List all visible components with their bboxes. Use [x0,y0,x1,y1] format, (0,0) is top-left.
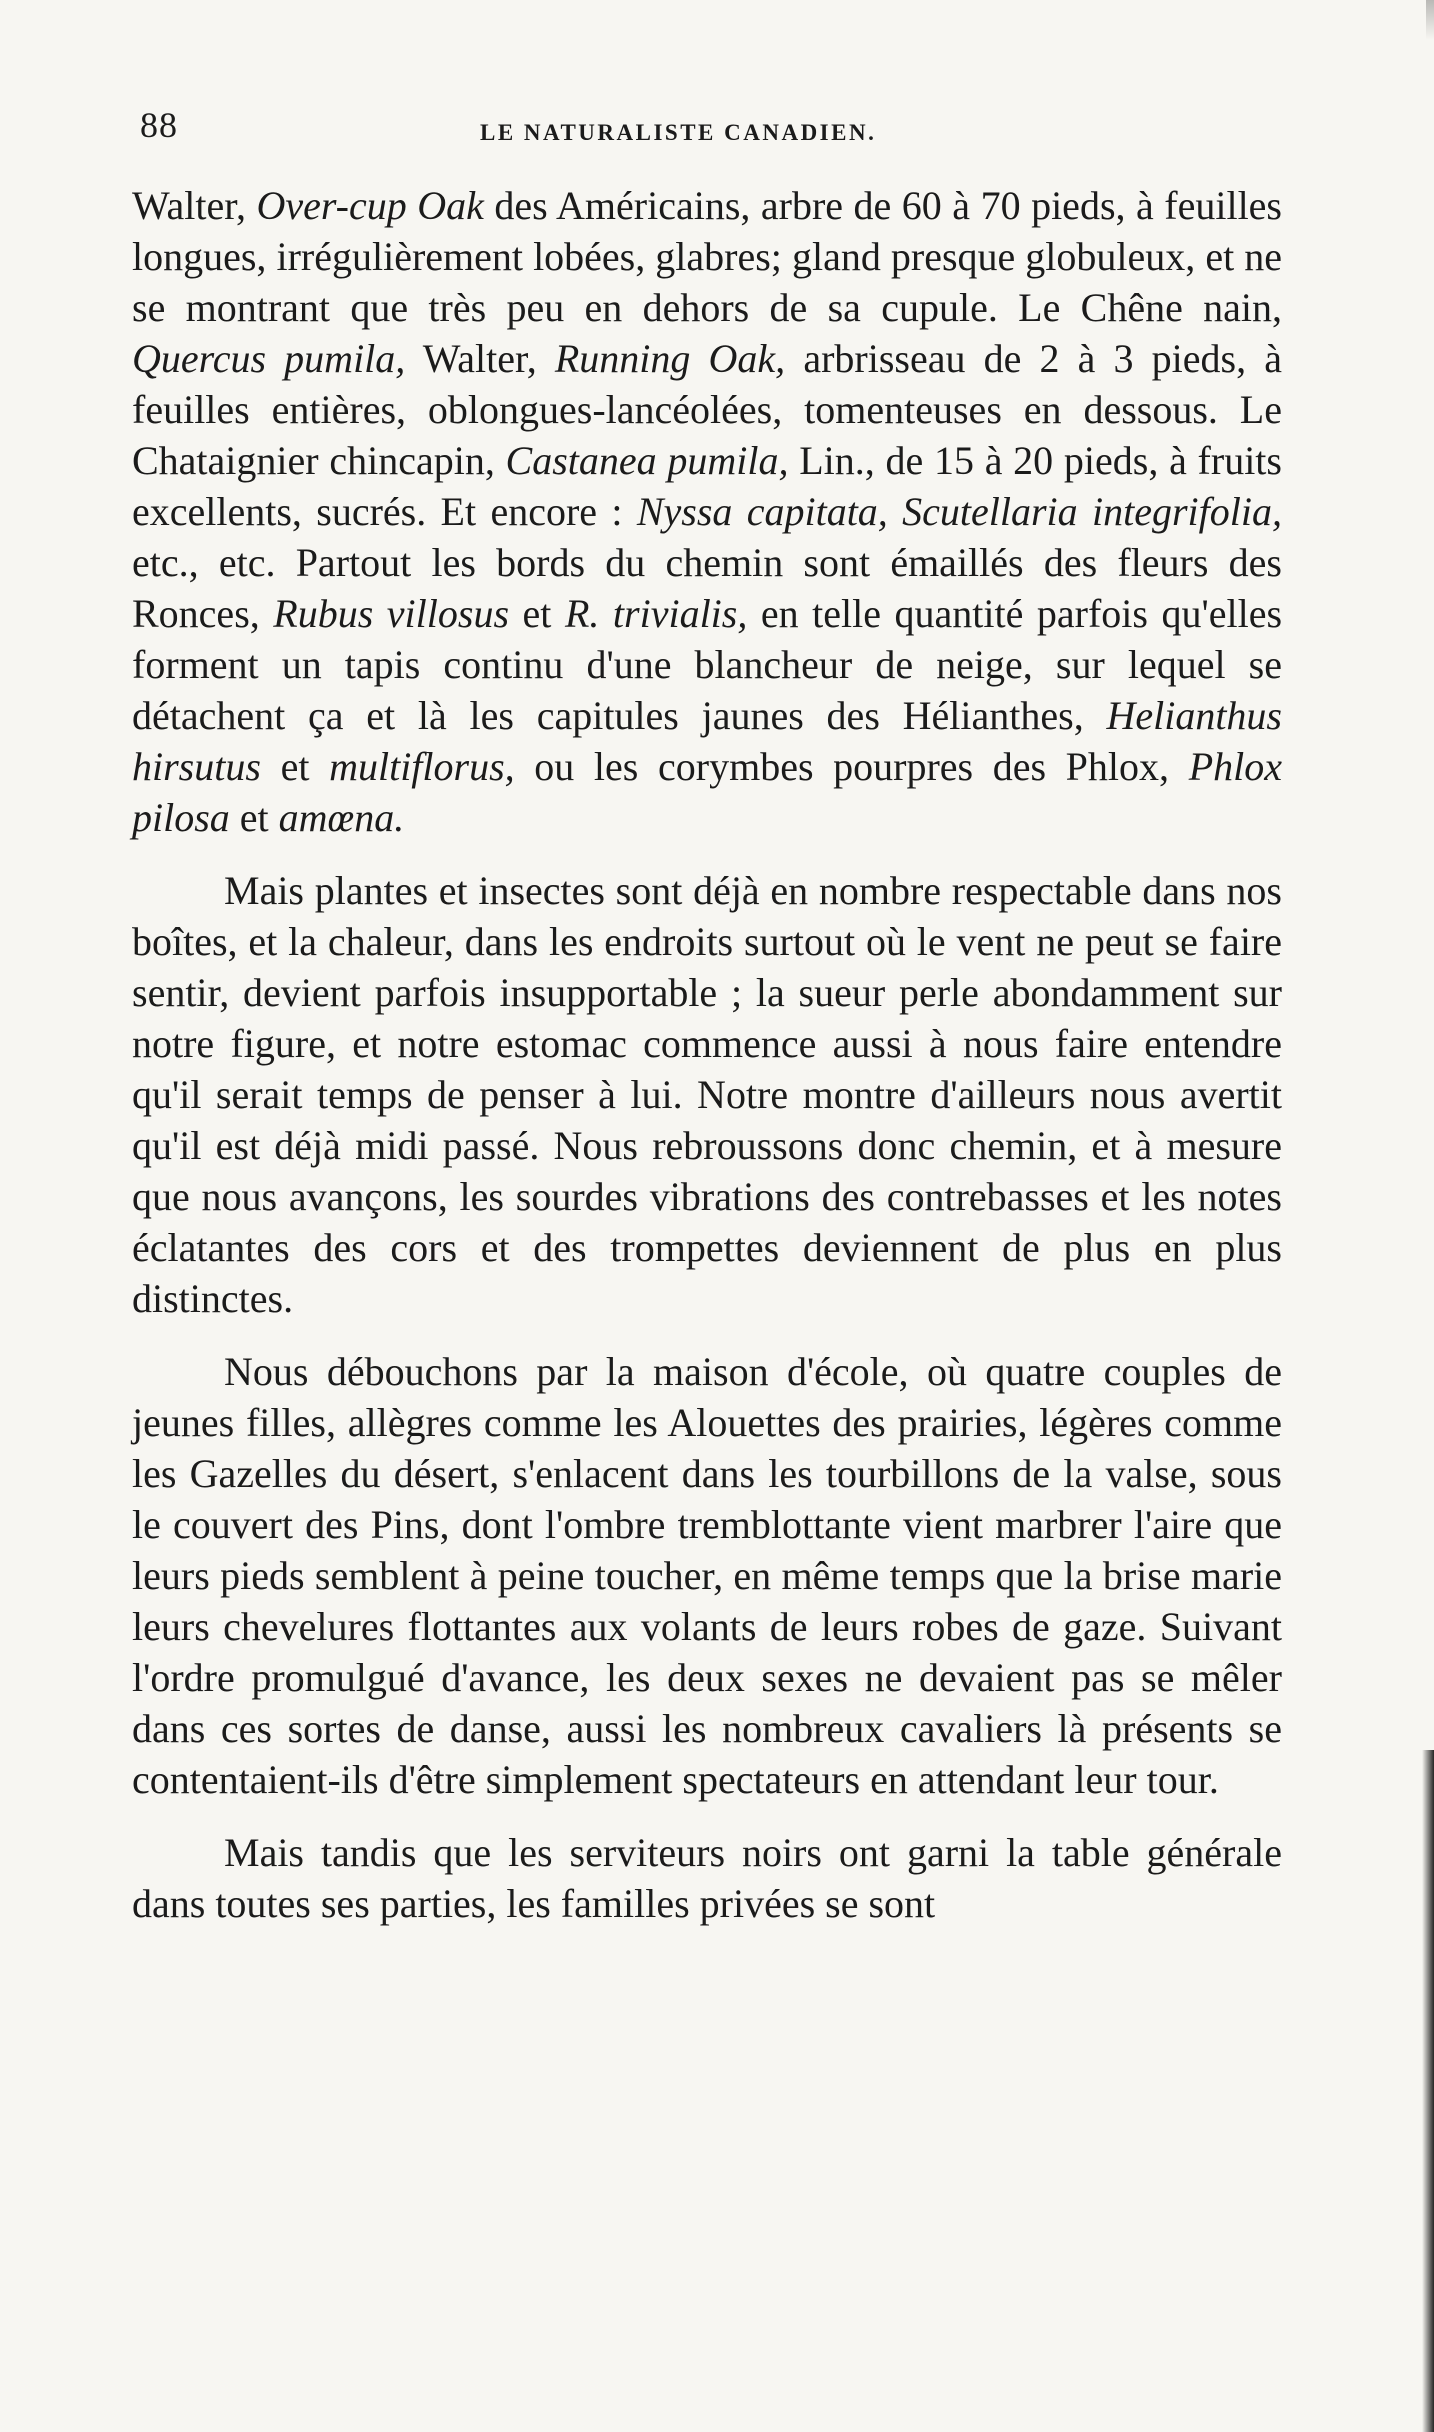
text-run: Mais plantes et insectes sont déjà en nombre respectable dans nos boîtes, et la chaleur, dans les endroits surtout où le vent ne peut se faire sentir, devient parfois insupportable ; la sueur perle abondamment sur notre figure, et notre estomac commence aussi à nous faire entendre qu'il serait temps de penser à lui. Notre montre d'ailleurs nous avertit qu'il est déjà midi passé. Nous rebroussons donc chemin, et à mesure que nous avançons, les sourdes vibrations des contrebasses et les notes éclatantes des cors et des trompettes deviennent de plus en plus distinctes. [132,868,1282,1321]
italic-term: R. trivialis, [564,591,748,636]
text-run: etc., etc. Partout les bords du chemin sont émaillés des fleurs des Ronces, [132,540,1282,636]
paragraph-3 [132,1346,1282,1805]
page-header [140,104,1280,154]
text-run: et [260,744,330,789]
italic-term: Over-cup Oak [256,183,484,228]
paragraph-4 [132,1827,1282,1929]
text-run: Nous débouchons par la maison d'école, où quatre couples de jeunes filles, allègres comme les Alouettes des prairies, légères comme les Gazelles du désert, s'enlacent dans les tourbillons de la valse, sous le couvert des Pins, dont l'ombre tremblottante vient marbrer l'aire que leurs pieds semblent à peine toucher, en même temps que la brise marie leurs chevelures flottantes aux volants de leurs robes de gaze. Suivant l'ordre promulgué d'avance, les deux sexes ne devaient pas se mêler dans ces sortes de danse, aussi les nombreux cavaliers là présents se contentaient-ils d'être simplement spectateurs en attendant leur tour. [132,1349,1282,1802]
text-run: et [509,591,565,636]
text-run: Lin., de 15 à 20 pieds, à fruits excellents, sucrés. Et encore : [132,438,1282,534]
italic-term: Nyssa capitata, Scutellaria integrifolia, [636,489,1283,534]
page-edge-marks [1426,0,1434,40]
text-run: Mais tandis que les serviteurs noirs ont garni la table générale dans toutes ses parties, les familles privées se sont [132,1830,1282,1926]
body-text [132,180,1282,1929]
text-run: et [229,795,279,840]
text-run: des Américains, arbre de 60 à 70 pieds, à feuilles longues, irrégulièrement lobées, glabres; gland presque globuleux, et ne se montrant que très peu en dehors de sa cupule. Le Chêne nain, [132,183,1282,330]
text-run: arbrisseau de 2 à 3 pieds, à feuilles entières, oblongues-lancéolées, tomenteuses en dessous. Le Chataignier chincapin, [132,336,1283,483]
page-number: 88 [140,105,178,145]
text-run: Walter, [132,183,257,228]
italic-term: amœna. [278,795,405,840]
italic-term: Castanea pumila, [505,438,789,483]
italic-term: Phlox pilosa [132,744,1282,840]
italic-term: Quercus pumila, [132,336,406,381]
text-run: Walter, [405,336,555,381]
text-run: ou les corymbes pourpres des Phlox, [514,744,1189,789]
paragraph-1 [132,180,1282,843]
italic-term: multiflorus, [329,744,515,789]
italic-term: Running Oak, [554,336,786,381]
running-head: LE NATURALISTE CANADIEN. [480,120,877,145]
italic-term: Rubus villosus [273,591,510,636]
page-edge-shadow [1422,1750,1434,2432]
italic-term: Helianthus hirsutus [132,693,1282,789]
paragraph-2 [132,865,1282,1324]
text-run: en telle quantité parfois qu'elles forment un tapis continu d'une blancheur de neige, sur lequel se détachent ça et là les capitules jaunes des Hélianthes, [132,591,1283,738]
